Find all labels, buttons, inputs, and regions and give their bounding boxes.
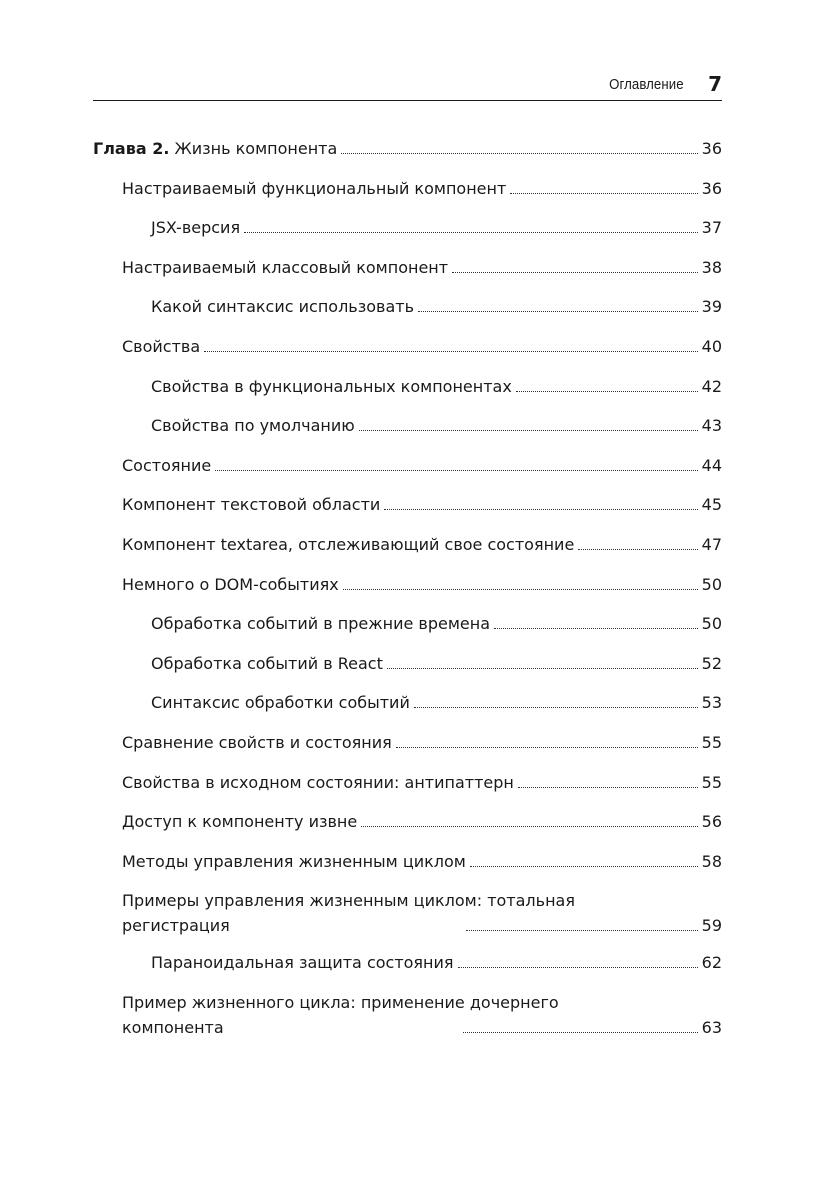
toc-entry[interactable] — [93, 730, 722, 755]
dot-leader — [494, 628, 698, 629]
dot-leader — [204, 351, 698, 352]
toc-entry[interactable] — [93, 413, 722, 438]
toc-page-number: 50 — [701, 574, 722, 594]
page-header — [93, 68, 722, 101]
dot-leader — [518, 787, 698, 788]
toc-entry-title: Методы управления жизненным циклом — [122, 851, 466, 871]
toc-entry[interactable] — [93, 651, 722, 676]
dot-leader — [414, 707, 698, 708]
chapter-label: Глава 2. — [93, 139, 170, 158]
toc-entry[interactable] — [93, 294, 722, 319]
toc-page-number: 37 — [701, 218, 722, 238]
toc-entry-title: Параноидальная защита состояния — [151, 953, 454, 973]
toc-entry-title: Компонент textarea, отслеживающий свое состояние — [122, 534, 575, 554]
toc-page-number: 36 — [701, 178, 722, 198]
toc-entry-title: Обработка событий в React — [151, 653, 383, 673]
toc-page-number: 53 — [701, 693, 722, 713]
toc-entry-title: Состояние — [122, 455, 212, 475]
toc-entry[interactable] — [93, 690, 722, 715]
dot-leader — [470, 866, 698, 867]
dot-leader — [359, 430, 698, 431]
toc-page-number: 39 — [701, 297, 722, 317]
toc-entry[interactable] — [93, 770, 722, 795]
toc-entry[interactable] — [93, 809, 722, 834]
toc-entry[interactable] — [93, 176, 722, 201]
toc-entry-title: Доступ к компоненту извне — [122, 812, 358, 832]
dot-leader — [341, 153, 697, 154]
toc-page-number: 43 — [701, 416, 722, 436]
toc-entry[interactable] — [93, 215, 722, 240]
toc-entry-title: Компонент текстовой области — [122, 495, 381, 515]
toc-entry-title-line1: Пример жизненного цикла: применение дочернего — [122, 992, 559, 1012]
running-header-title: Оглавление — [609, 75, 685, 93]
toc-page-number: 40 — [701, 336, 722, 356]
toc-page-number: 50 — [701, 614, 722, 634]
toc-entry-title: Немного о DOM-событиях — [122, 574, 339, 594]
dot-leader — [452, 272, 698, 273]
toc-page-number: 45 — [701, 495, 722, 515]
toc-entry[interactable] — [93, 453, 722, 478]
toc-page-number: 52 — [701, 653, 722, 673]
toc-entry-title: Свойства по умолчанию — [151, 416, 355, 436]
toc-page-number: 47 — [701, 534, 722, 554]
dot-leader — [466, 930, 698, 931]
toc-entry[interactable] — [93, 255, 722, 280]
toc-entry-multiline[interactable] — [93, 990, 722, 1040]
toc-entry-title: Свойства в функциональных компонентах — [151, 376, 512, 396]
chapter-title — [93, 136, 337, 161]
chapter-name: Жизнь компонента — [169, 139, 338, 158]
dot-leader — [463, 1032, 698, 1033]
dot-leader — [510, 193, 697, 194]
toc-page-number: 56 — [701, 812, 722, 832]
toc-chapter-entry[interactable] — [93, 136, 722, 161]
toc-entry-title-line1: Примеры управления жизненным циклом: тотальная — [122, 891, 575, 911]
toc-entry-title: JSX-версия — [151, 218, 241, 238]
toc-entry[interactable] — [93, 334, 722, 359]
toc-entry-title: Синтаксис обработки событий — [151, 693, 410, 713]
dot-leader — [215, 470, 697, 471]
toc-entry-title: Сравнение свойств и состояния — [122, 732, 392, 752]
toc-page-number: 59 — [701, 916, 722, 936]
toc-page-number: 38 — [701, 257, 722, 277]
toc-entry-title: Настраиваемый классовый компонент — [122, 257, 449, 277]
toc-entry-title-line2: компонента — [122, 1017, 224, 1037]
dot-leader — [418, 311, 698, 312]
toc-entry-title: Обработка событий в прежние времена — [151, 614, 491, 634]
toc-page-number: 62 — [701, 953, 722, 973]
page-number: 7 — [708, 72, 722, 96]
toc-entry-title: Свойства — [122, 336, 201, 356]
toc-entry[interactable] — [93, 950, 722, 975]
toc-entry-title: Свойства в исходном состоянии: антипаттерн — [122, 772, 514, 792]
dot-leader — [361, 826, 697, 827]
dot-leader — [387, 668, 698, 669]
toc-entry-multiline[interactable] — [93, 888, 722, 938]
toc-page-number: 58 — [701, 851, 722, 871]
dot-leader — [244, 232, 698, 233]
dot-leader — [516, 391, 698, 392]
dot-leader — [396, 747, 698, 748]
toc-entry[interactable] — [93, 849, 722, 874]
dot-leader — [578, 549, 697, 550]
toc-entry[interactable] — [93, 572, 722, 597]
toc-entry[interactable] — [93, 532, 722, 557]
toc-entry[interactable] — [93, 374, 722, 399]
toc-entry[interactable] — [93, 492, 722, 517]
toc-page-number: 55 — [701, 732, 722, 752]
dot-leader — [384, 509, 697, 510]
toc-entry[interactable] — [93, 611, 722, 636]
toc-entry-title-line2: регистрация — [122, 916, 230, 936]
toc-entry-title: Какой синтаксис использовать — [151, 297, 415, 317]
dot-leader — [343, 589, 698, 590]
toc-page-number: 63 — [701, 1017, 722, 1037]
toc-page-number: 42 — [701, 376, 722, 396]
toc-entry-title: Настраиваемый функциональный компонент — [122, 178, 507, 198]
toc-page-number: 55 — [701, 772, 722, 792]
table-of-contents — [93, 136, 722, 1052]
toc-page-number: 36 — [701, 139, 722, 158]
toc-page-number: 44 — [701, 455, 722, 475]
dot-leader — [458, 967, 698, 968]
